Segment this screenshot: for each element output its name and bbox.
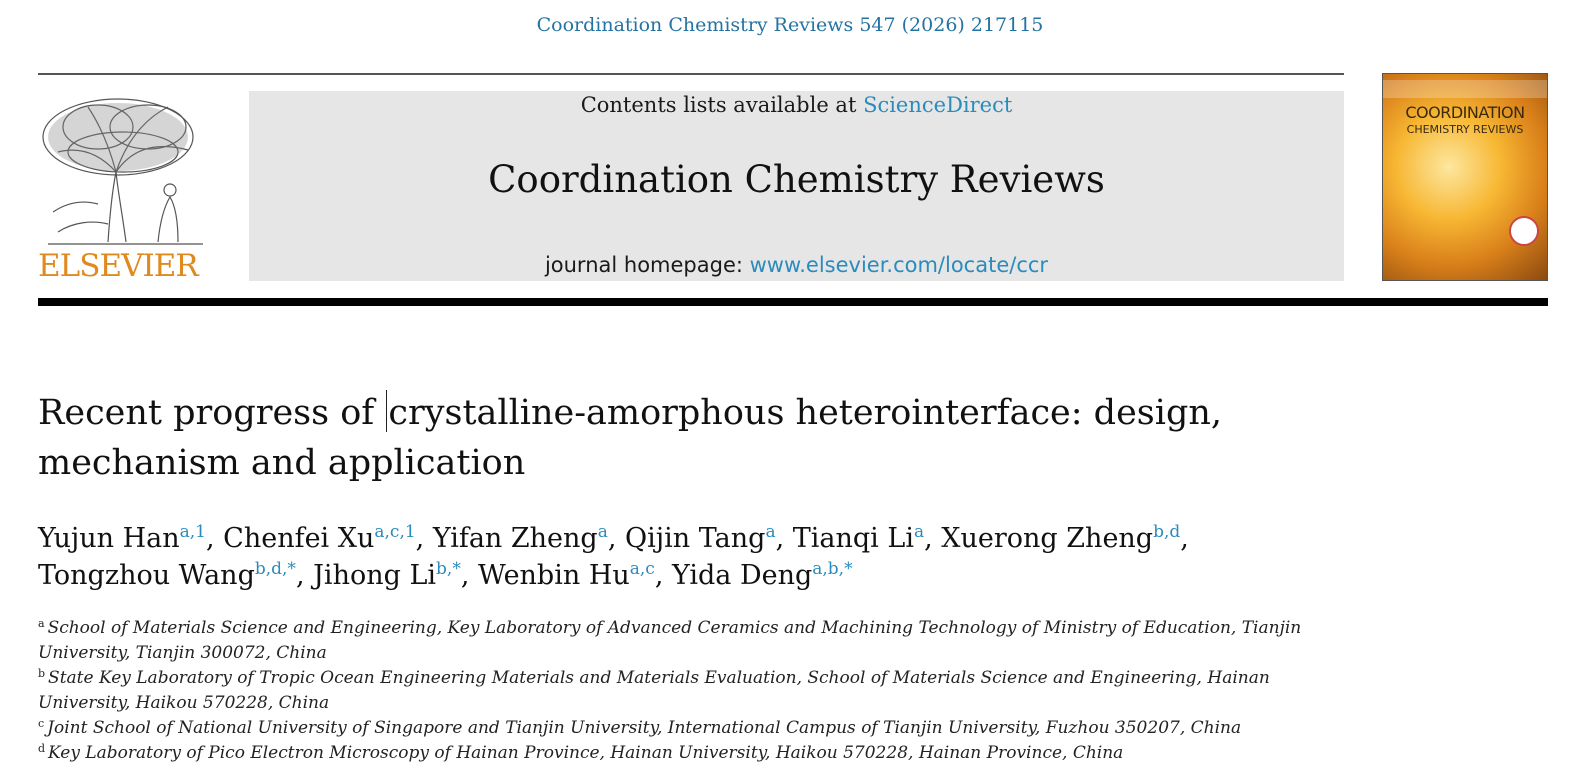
affiliation-item: $^a$ School of Materials Science and Engineering, Key Laboratory of Advanced Ceramics and Machining Technology of Ministry of Education, Tianjin University, Tianjin 300072, China [38,617,1302,663]
affiliation-key: a [38,617,45,630]
author[interactable]: Xuerong Zheng$^{b,d}$ [941,522,1181,554]
affiliation-item: $^b$ State Key Laboratory of Tropic Ocean Engineering Materials and Materials Evaluation, School of Materials Science and Engineering, Hainan University, Haikou 570228, China [38,667,1270,713]
author-affiliation-marker[interactable]: a,b,* [812,559,853,579]
cover-badge-icon [1509,216,1539,246]
affiliation-key: b [38,667,46,680]
author[interactable]: Tongzhou Wang$^{b,d,*}$ [38,559,296,591]
author-affiliation-marker[interactable]: a [765,522,776,542]
journal-title: Coordination Chemistry Reviews [488,158,1105,201]
title-part-2: crystalline-amorphous heterointerface: design, [388,393,1223,433]
author-affiliation-marker[interactable]: a,c,1 [374,522,416,542]
contents-availability [249,91,1344,119]
author[interactable]: Yida Deng$^{a,b,*}$ [672,559,853,591]
author[interactable]: Tianqi Li$^a$ [792,522,925,554]
affiliation-key: d [38,742,46,755]
author-affiliation-marker[interactable]: a [597,522,608,542]
author-affiliation-marker[interactable]: a,c [629,559,655,579]
cover-title [1383,104,1547,138]
homepage-link[interactable]: www.elsevier.com/locate/ccr [749,253,1049,277]
contents-prefix: Contents lists available at [580,93,864,117]
author[interactable]: Chenfei Xu$^{a,c,1}$ [223,522,416,554]
author-affiliation-marker[interactable]: b,* [436,559,461,579]
author[interactable]: Yujun Han$^{a,1}$ [38,522,206,554]
author-list: Yujun Han$^{a,1}$, Chenfei Xu$^{a,c,1}$, Yifan Zheng$^a$, Qijin Tang$^a$, Tianqi Li$^a$, Xuerong Zheng$^{b,d}$, Tongzhou Wang$^{b,d,*}$, Jihong $Li^{b,*}$, Wenbin Hu$^{a,c}$, Yida Deng$^{a,b,*}$ [38,522,1189,591]
affiliation-key: c [38,717,45,730]
title-part-3: mechanism and application [38,443,526,483]
sciencedirect-link[interactable]: ScienceDirect [863,93,1013,117]
journal-citation[interactable]: Coordination Chemistry Reviews 547 (2026) 217115 [536,14,1044,36]
cover-title-main: COORDINATION [1405,103,1525,122]
homepage-prefix: journal homepage: [544,253,750,277]
author[interactable]: Qijin Tang$^a$ [625,522,776,554]
journal-homepage [249,251,1344,279]
author-affiliation-marker[interactable]: a [913,522,925,542]
article-title [38,388,1338,488]
journal-cover-image [1382,73,1548,281]
author-affiliation-marker[interactable]: b,d [1153,522,1181,542]
affiliation-item: $^c$ Joint School of National University of Singapore and Tianjin University, International Campus of Tianjin University, Fuzhou 350207, China [38,717,1242,738]
author-affiliation-marker[interactable]: b,d,* [254,559,296,579]
journal-header [249,91,1344,281]
header-divider [38,298,1548,306]
affiliations [38,616,1348,766]
cover-title-sub: CHEMISTRY REVIEWS [1406,123,1524,136]
author[interactable]: Wenbin Hu$^{a,c}$ [478,559,655,591]
author[interactable]: Jihong $Li^{b,*}$ [313,559,461,591]
title-part-1: Recent progress of [38,393,386,433]
author[interactable]: Yifan Zheng$^a$ [432,522,608,554]
publisher-wordmark: ELSEVIER [38,248,198,284]
top-divider [38,73,1344,75]
cover-band [1383,80,1547,98]
affiliation-item: $^d$ Key Laboratory of Pico Electron Microscopy of Hainan Province, Hainan University, Haikou 570228, Hainan Province, China [38,742,1124,763]
author-affiliation-marker[interactable]: a,1 [179,522,206,542]
